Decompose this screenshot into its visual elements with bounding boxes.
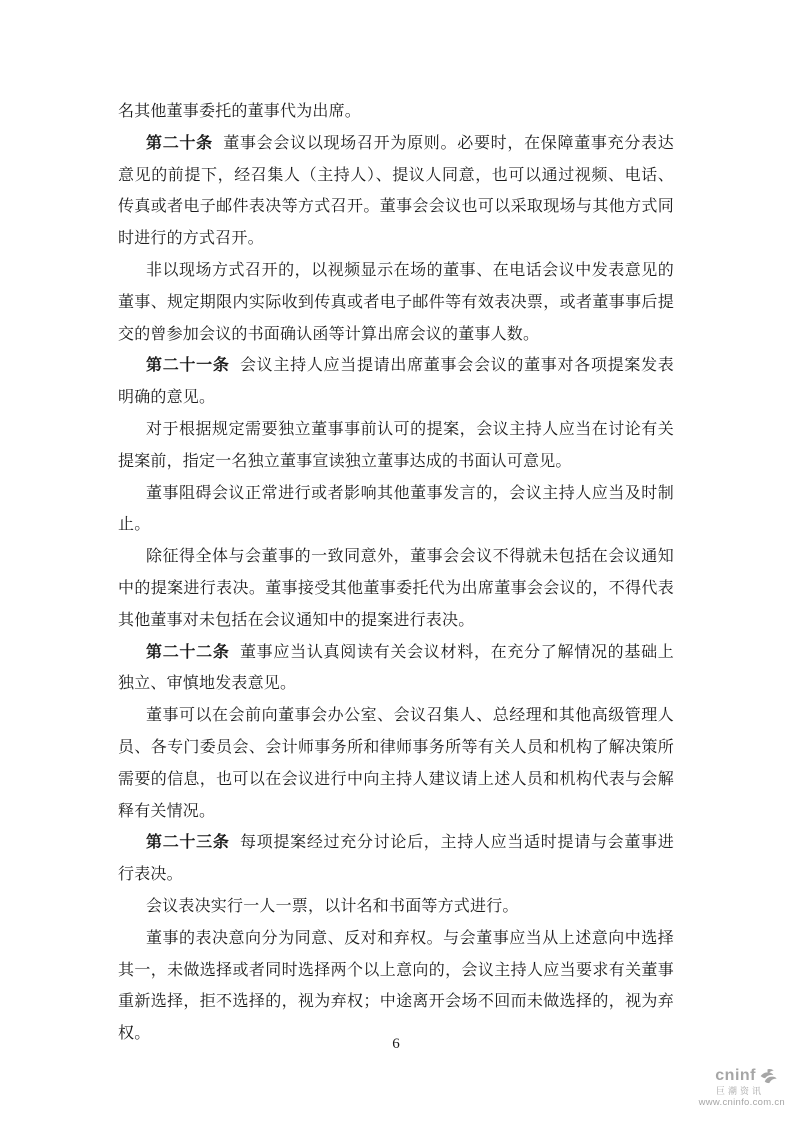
paragraph: 名其他董事委托的董事代为出席。 (118, 103, 362, 120)
cninfo-swirl-icon (758, 1068, 778, 1086)
paragraph: 会议表决实行一人一票，以计名和书面等方式进行。 (146, 897, 519, 915)
cninfo-brand-text: cninf (715, 1067, 756, 1085)
paragraph: 董事阻碍会议正常进行或者影响其他董事发言的，会议主持人应当及时制止。 (118, 484, 674, 534)
paragraph: 第二十一条 会议主持人应当提请出席董事会会议的董事对各项提案发表明确的意见。 (118, 357, 674, 407)
paragraph: 第二十二条 董事应当认真阅读有关会议材料，在充分了解情况的基础上独立、审慎地发表意见。 (118, 643, 674, 693)
page-number: 6 (392, 1036, 400, 1052)
article-number: 第二十三条 (146, 834, 230, 852)
paragraph: 第二十条 董事会会议以现场召开为原则。必要时，在保障董事充分表达意见的前提下，经召集人（主持人）、提议人同意，也可以通过视频、电话、传真或者电子邮件表决等方式召开。董事会会议也可以采取现场与其他方式同时进行的方式召开。 (118, 134, 674, 248)
cninfo-url-text: www.cninfo.com.cn (698, 1097, 785, 1109)
paragraph: 董事可以在会前向董事会办公室、会议召集人、总经理和其他高级管理人员、各专门委员会、会计师事务所和律师事务所等有关人员和机构了解决策所需要的信息，也可以在会议进行中向主持人建议请上述人员和机构代表与会解释有关情况。 (118, 707, 674, 820)
paragraph: 除征得全体与会董事的一致同意外，董事会会议不得就未包括在会议通知中的提案进行表决。董事接受其他董事委托代为出席董事会会议的，不得代表其他董事对未包括在会议通知中的提案进行表决。 (118, 548, 674, 629)
paragraph: 对于根据规定需要独立董事事前认可的提案，会议主持人应当在讨论有关提案前，指定一名独立董事宣读独立董事达成的书面认可意见。 (118, 420, 674, 470)
paragraph: 董事的表决意向分为同意、反对和弃权。与会董事应当从上述意向中选择其一，未做选择或者同时选择两个以上意向的，会议主持人应当要求有关董事重新选择，拒不选择的，视为弃权；中途离开会场不回而未做选择的，视为弃权。 (118, 929, 674, 1043)
paragraph: 非以现场方式召开的，以视频显示在场的董事、在电话会议中发表意见的董事、规定期限内实际收到传真或者电子邮件等有效表决票，或者董事事后提交的曾参加会议的书面确认函等计算出席会议的董事人数。 (118, 261, 674, 343)
document-body (118, 96, 674, 1050)
article-number: 第二十一条 (146, 357, 230, 375)
cninfo-logo (678, 1068, 788, 1108)
cninfo-chinese-name: 巨潮资讯 (715, 1085, 764, 1096)
paragraph: 第二十三条 每项提案经过充分讨论后，主持人应当适时提请与会董事进行表决。 (118, 834, 674, 884)
article-number: 第二十二条 (146, 643, 230, 661)
article-number: 第二十条 (146, 134, 213, 152)
